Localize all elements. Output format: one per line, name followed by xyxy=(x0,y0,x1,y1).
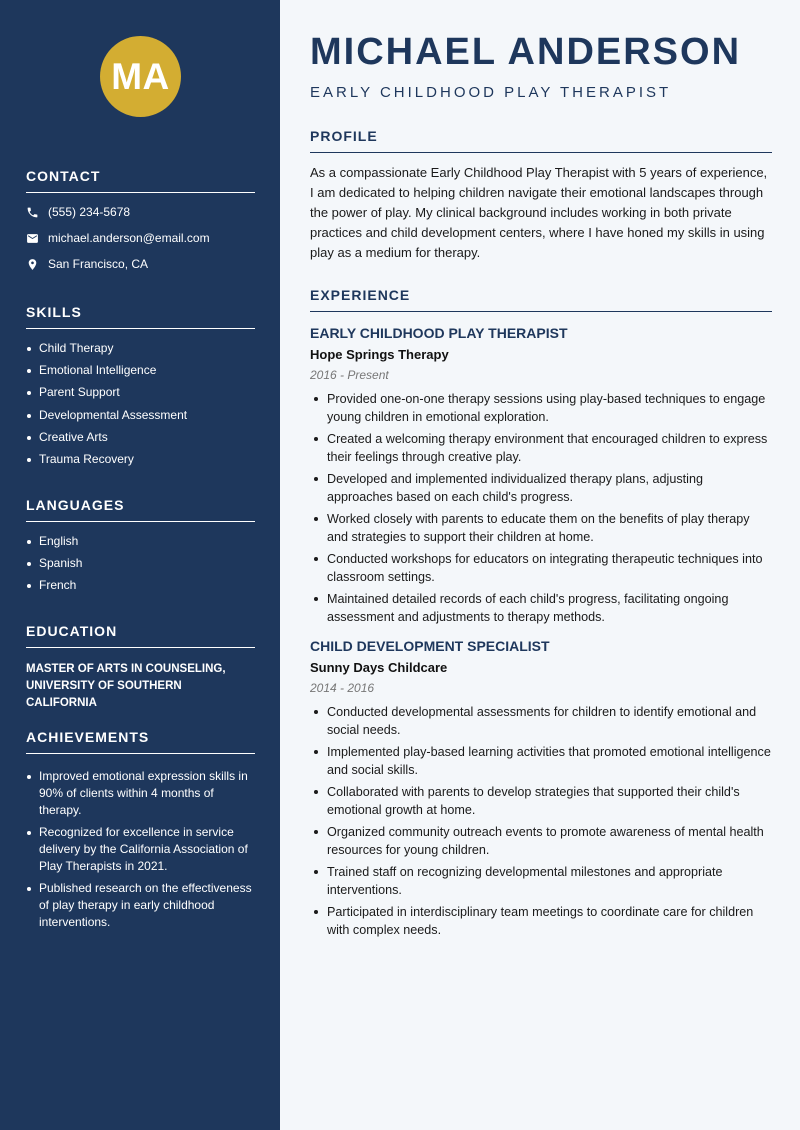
job-bullet: Developed and implemented individualized therapy plans, adjusting approaches based on each child's progress. xyxy=(310,470,772,506)
job-bullets xyxy=(310,390,772,626)
location-text: San Francisco, CA xyxy=(48,257,149,271)
job-bullet: Maintained detailed records of each child's progress, facilitating ongoing assessment and adjustments to therapy methods. xyxy=(310,590,772,626)
contact-phone[interactable] xyxy=(26,199,255,225)
job-bullet: Conducted workshops for educators on integrating therapeutic techniques into classroom settings. xyxy=(310,550,772,586)
contact-heading: CONTACT xyxy=(26,168,255,193)
candidate-title: EARLY CHILDHOOD PLAY THERAPIST xyxy=(310,84,672,101)
education-degree: MASTER OF ARTS IN COUNSELING, UNIVERSITY OF SOUTHERN CALIFORNIA xyxy=(26,663,226,709)
job-dates: 2016 - Present xyxy=(310,368,389,382)
skill-item: Parent Support xyxy=(26,384,255,401)
sidebar xyxy=(0,0,280,1130)
languages-section xyxy=(26,497,255,600)
job-bullet: Participated in interdisciplinary team meetings to coordinate care for children with complex needs. xyxy=(310,903,772,939)
skill-item: Child Therapy xyxy=(26,340,255,357)
job-bullet: Provided one-on-one therapy sessions using play-based techniques to engage young children in emotional exploration. xyxy=(310,390,772,426)
education-heading: EDUCATION xyxy=(26,623,255,648)
job-bullet: Organized community outreach events to promote awareness of mental health resources for young children. xyxy=(310,823,772,859)
education-section xyxy=(26,623,255,712)
avatar: MA xyxy=(100,36,181,117)
languages-heading: LANGUAGES xyxy=(26,497,255,522)
language-item: Spanish xyxy=(26,555,255,572)
achievements-section xyxy=(26,729,255,931)
job-company: Hope Springs Therapy xyxy=(310,347,449,362)
phone-icon xyxy=(26,206,39,219)
job-bullet: Implemented play-based learning activities that promoted emotional intelligence and social skills. xyxy=(310,743,772,779)
skills-section xyxy=(26,304,255,473)
experience-heading: EXPERIENCE xyxy=(310,287,772,312)
contact-section xyxy=(26,168,255,277)
email-icon xyxy=(26,232,39,245)
profile-text: As a compassionate Early Childhood Play Therapist with 5 years of experience, I am dedicated to helping children navigate their emotional landscapes through the power of play. My clinical background includes working in both private practices and child development centers, where I have honed my skills in using play as a medium for therapy. xyxy=(310,165,768,260)
skill-item: Trauma Recovery xyxy=(26,451,255,468)
achievements-list xyxy=(26,768,255,931)
job-role: EARLY CHILDHOOD PLAY THERAPIST xyxy=(310,325,568,341)
job-bullet: Collaborated with parents to develop strategies that supported their child's emotional growth at home. xyxy=(310,783,772,819)
achievement-item: Published research on the effectiveness of play therapy in early childhood interventions. xyxy=(26,880,255,931)
job-entry xyxy=(310,638,772,939)
phone-text: (555) 234-5678 xyxy=(48,205,131,219)
language-item: English xyxy=(26,533,255,550)
profile-section xyxy=(310,128,772,263)
location-pin-icon xyxy=(26,258,39,271)
languages-list xyxy=(26,533,255,594)
job-dates: 2014 - 2016 xyxy=(310,681,375,695)
email-text: michael.anderson@email.com xyxy=(48,231,210,245)
profile-heading: PROFILE xyxy=(310,128,772,153)
skills-list xyxy=(26,340,255,468)
job-role: CHILD DEVELOPMENT SPECIALIST xyxy=(310,638,550,654)
job-bullet: Trained staff on recognizing developmental milestones and appropriate interventions. xyxy=(310,863,772,899)
job-bullets xyxy=(310,703,772,939)
skill-item: Developmental Assessment xyxy=(26,407,255,424)
skills-heading: SKILLS xyxy=(26,304,255,329)
contact-location xyxy=(26,251,255,277)
achievements-heading: ACHIEVEMENTS xyxy=(26,729,255,754)
job-entry xyxy=(310,325,772,626)
language-item: French xyxy=(26,577,255,594)
job-bullet: Worked closely with parents to educate them on the benefits of play therapy and strategies to support their children at home. xyxy=(310,510,772,546)
experience-section xyxy=(310,287,772,943)
job-bullet: Conducted developmental assessments for children to identify emotional and social needs. xyxy=(310,703,772,739)
achievement-item: Recognized for excellence in service delivery by the California Association of Play Therapists in 2021. xyxy=(26,824,255,875)
contact-email[interactable] xyxy=(26,225,255,251)
candidate-name: MICHAEL ANDERSON xyxy=(310,31,742,73)
job-company: Sunny Days Childcare xyxy=(310,660,448,675)
job-bullet: Created a welcoming therapy environment that encouraged children to express their feelings through creative play. xyxy=(310,430,772,466)
skill-item: Emotional Intelligence xyxy=(26,362,255,379)
skill-item: Creative Arts xyxy=(26,429,255,446)
achievement-item: Improved emotional expression skills in 90% of clients within 4 months of therapy. xyxy=(26,768,255,819)
